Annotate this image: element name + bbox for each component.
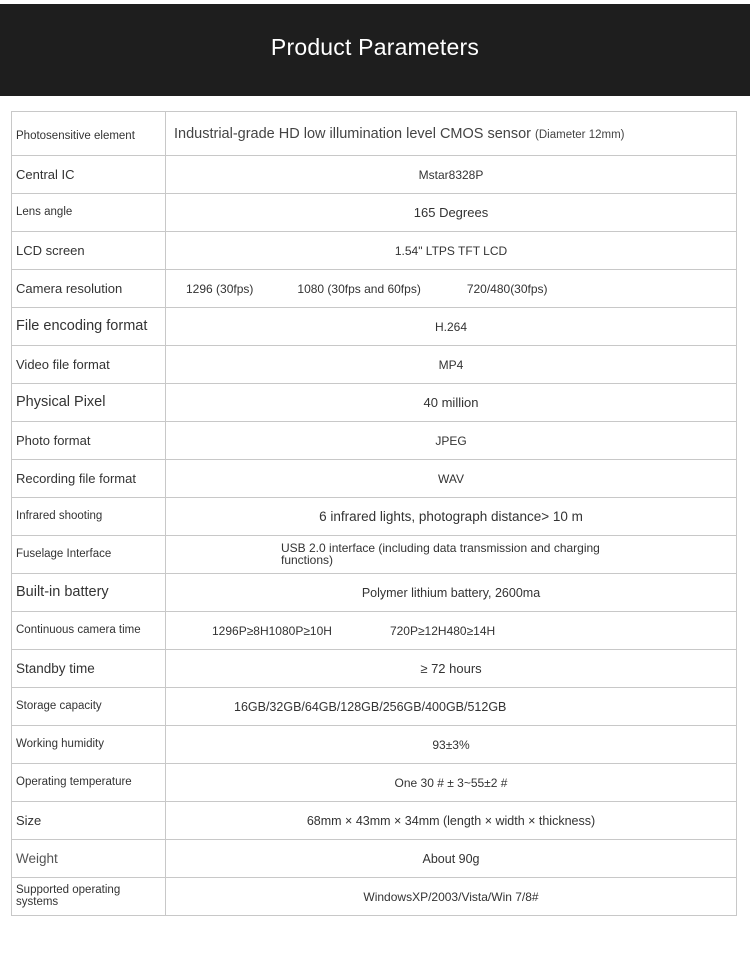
spec-label: File encoding format: [12, 308, 166, 346]
spec-label: Camera resolution: [12, 270, 166, 308]
spec-value: Mstar8328P: [166, 156, 737, 194]
spec-label: Supported operating systems: [12, 878, 166, 916]
spec-value: 1.54" LTPS TFT LCD: [166, 232, 737, 270]
spec-label: Built-in battery: [12, 574, 166, 612]
spec-label: Fuselage Interface: [12, 536, 166, 574]
spec-row-continuous-time: [12, 612, 737, 650]
spec-row-central-ic: [12, 156, 737, 194]
spec-row-standby: [12, 650, 737, 688]
spec-label: Lens angle: [12, 194, 166, 232]
spec-label: LCD screen: [12, 232, 166, 270]
spec-row-weight: [12, 840, 737, 878]
spec-value: WAV: [166, 460, 737, 498]
spec-row-storage: [12, 688, 737, 726]
spec-label: Photo format: [12, 422, 166, 460]
spec-value: 16GB/32GB/64GB/128GB/256GB/400GB/512GB: [166, 688, 737, 726]
resolution-720: 720/480(30fps): [466, 281, 548, 296]
spec-label: Infrared shooting: [12, 498, 166, 536]
spec-row-photo-format: [12, 422, 737, 460]
spec-value: 40 million: [166, 384, 737, 422]
spec-row-infrared: [12, 498, 737, 536]
spec-row-lcd-screen: [12, 232, 737, 270]
spec-label: Recording file format: [12, 460, 166, 498]
spec-label: Working humidity: [12, 726, 166, 764]
spec-value: JPEG: [166, 422, 737, 460]
spec-label: Photosensitive element: [12, 112, 166, 156]
spec-value: H.264: [166, 308, 737, 346]
spec-row-video-format: [12, 346, 737, 384]
spec-row-lens-angle: [12, 194, 737, 232]
spec-value-text: Industrial-grade HD low illumination level CMOS sensor: [174, 125, 531, 142]
spec-value: ≥ 72 hours: [166, 650, 737, 688]
spec-value: 165 Degrees: [166, 194, 737, 232]
spec-row-size: [12, 802, 737, 840]
spec-label: Physical Pixel: [12, 384, 166, 422]
spec-label: Standby time: [12, 650, 166, 688]
continuous-time-1296-1080: 1296P≥8H1080P≥10H: [212, 623, 332, 638]
spec-value: 68mm × 43mm × 34mm (length × width × thickness): [166, 802, 737, 840]
spec-value: 6 infrared lights, photograph distance> 10 m: [166, 498, 737, 536]
spec-label: Continuous camera time: [12, 612, 166, 650]
spec-row-photosensitive: [12, 112, 737, 156]
header-banner: [0, 4, 750, 96]
spec-value: MP4: [166, 346, 737, 384]
spec-row-humidity: [12, 726, 737, 764]
spec-value: One 30 # ± 3~55±2 #: [166, 764, 737, 802]
spec-row-fuselage-interface: [12, 536, 737, 574]
spec-value: About 90g: [166, 840, 737, 878]
spec-label: Weight: [12, 840, 166, 878]
spec-value: [166, 536, 737, 574]
spec-value: Polymer lithium battery, 2600ma: [166, 574, 737, 612]
page-title: Product Parameters: [270, 33, 480, 60]
spec-value: [166, 612, 737, 650]
spec-row-battery: [12, 574, 737, 612]
spec-row-camera-resolution: [12, 270, 737, 308]
spec-value: 93±3%: [166, 726, 737, 764]
spec-label: Video file format: [12, 346, 166, 384]
spec-label: Operating temperature: [12, 764, 166, 802]
resolution-1296: 1296 (30fps): [186, 281, 254, 296]
spec-value: WindowsXP/2003/Vista/Win 7/8#: [166, 878, 737, 916]
spec-value-note: (Diameter 12mm): [535, 128, 625, 141]
continuous-time-720-480: 720P≥12H480≥14H: [389, 623, 496, 638]
spec-value-text: USB 2.0 interface (including data transmission and charging functions): [281, 540, 600, 568]
resolution-1080: 1080 (30fps and 60fps): [297, 281, 421, 296]
product-parameters-table: [11, 111, 737, 916]
spec-value: [166, 112, 737, 156]
spec-row-os: [12, 878, 737, 916]
spec-label: Storage capacity: [12, 688, 166, 726]
spec-row-file-encoding: [12, 308, 737, 346]
spec-row-physical-pixel: [12, 384, 737, 422]
spec-row-recording-format: [12, 460, 737, 498]
spec-row-temperature: [12, 764, 737, 802]
spec-label: Size: [12, 802, 166, 840]
spec-value: [166, 270, 737, 308]
spec-label: Central IC: [12, 156, 166, 194]
